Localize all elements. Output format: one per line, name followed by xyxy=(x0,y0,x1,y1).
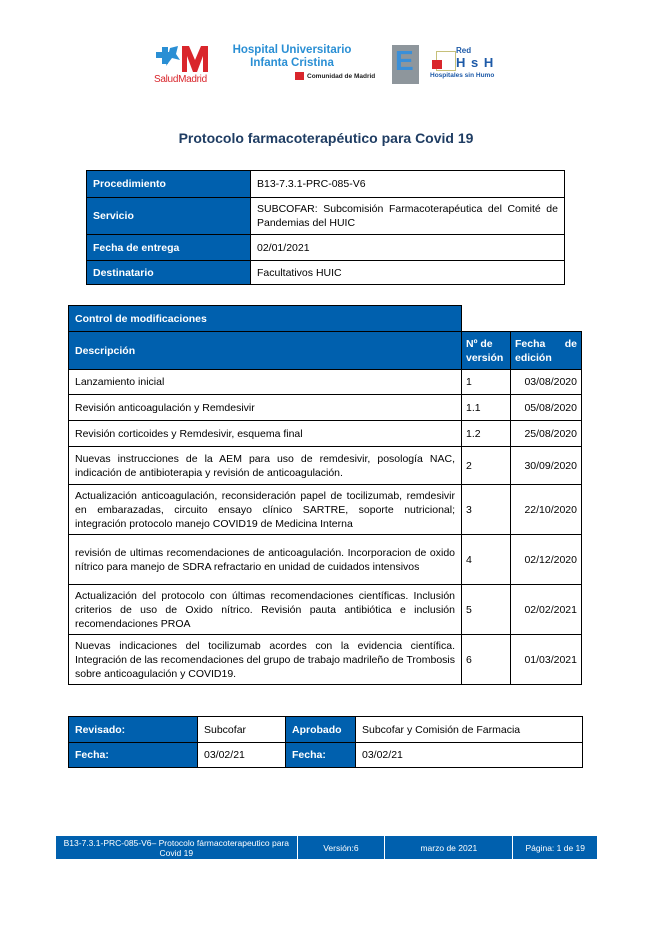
fecha-revisado-value: 03/02/21 xyxy=(198,743,286,768)
hsh-flag-icon xyxy=(432,60,442,69)
footer-doc-ref: B13-7.3.1-PRC-085-V6– Protocolo fármacoterapeutico para Covid 19 xyxy=(56,836,298,859)
row-version: 1.1 xyxy=(462,395,511,421)
row-date: 30/09/2020 xyxy=(511,447,582,485)
table-row xyxy=(69,635,582,685)
header-date: Fecha de edición xyxy=(511,332,582,370)
info-row-servicio xyxy=(87,198,565,235)
row-version: 4 xyxy=(462,535,511,585)
modifications-title-row xyxy=(69,306,582,332)
salud-madrid-mark-icon xyxy=(152,44,212,74)
row-version: 5 xyxy=(462,585,511,635)
info-value: Facultativos HUIC xyxy=(251,261,565,285)
row-description: Lanzamiento inicial xyxy=(69,370,462,395)
hospital-name xyxy=(228,44,356,70)
footer-page-number: Página: 1 de 19 xyxy=(525,842,586,853)
comunidad-label: Comunidad de Madrid xyxy=(307,72,376,80)
info-label: Fecha de entrega xyxy=(87,235,251,261)
empty-cell xyxy=(462,306,582,332)
hospital-name-line2: Infanta Cristina xyxy=(250,57,334,69)
row-date: 01/03/2021 xyxy=(511,635,582,685)
fecha-aprobado-value: 03/02/21 xyxy=(356,743,583,768)
footer-version: Versión:6 xyxy=(298,836,386,859)
salud-madrid-logo xyxy=(152,44,214,86)
table-row xyxy=(69,421,582,447)
excellence-e-logo xyxy=(392,45,419,84)
modifications-title: Control de modificaciones xyxy=(69,306,462,332)
row-date: 02/02/2021 xyxy=(511,585,582,635)
modifications-header-row xyxy=(69,332,582,370)
e-letter-icon: E xyxy=(395,45,414,76)
table-row xyxy=(69,370,582,395)
row-date: 05/08/2020 xyxy=(511,395,582,421)
hospitales-sin-humo-logo xyxy=(428,46,500,86)
table-row xyxy=(69,485,582,535)
hospital-name-line1: Hospital Universitario xyxy=(232,44,352,56)
row-version: 3 xyxy=(462,485,511,535)
info-row-destinatario xyxy=(87,261,565,285)
row-description: Nuevas instrucciones de la AEM para uso de remdesivir, posología NAC, indicación de antibioterapia y revisión de anticoagulación. xyxy=(69,447,462,485)
header-description: Descripción xyxy=(69,332,462,370)
row-date: 22/10/2020 xyxy=(511,485,582,535)
info-label: Servicio xyxy=(87,198,251,235)
page-footer xyxy=(56,836,597,859)
info-value: B13-7.3.1-PRC-085-V6 xyxy=(251,171,565,198)
row-description: Revisión anticoagulación y Remdesivir xyxy=(69,395,462,421)
approval-row-1 xyxy=(69,717,583,743)
row-description: Actualización del protocolo con últimas recomendaciones científicas. Inclusión criterios de uso de Oxido nítrico. Revisión pauta antibiótica e inclusión recomendaciones PROA xyxy=(69,585,462,635)
info-value: SUBCOFAR: Subcomisión Farmacoterapéutica del Comité de Pandemias del HUIC xyxy=(251,198,565,235)
row-description: Revisión corticoides y Remdesivir, esquema final xyxy=(69,421,462,447)
row-description: Actualización anticoagulación, reconsideración papel de tocilizumab, remdesivir en embarazadas, circuito ensayo clínico SARTRE, soporte nutricional; integración protocolo manejo COVID19 de Medicina Interna xyxy=(69,485,462,535)
table-row xyxy=(69,447,582,485)
info-value: 02/01/2021 xyxy=(251,235,565,261)
fecha-aprobado-label: Fecha: xyxy=(286,743,356,768)
row-date: 03/08/2020 xyxy=(511,370,582,395)
row-version: 1 xyxy=(462,370,511,395)
footer-date: marzo de 2021 xyxy=(385,836,513,859)
row-version: 1.2 xyxy=(462,421,511,447)
modifications-table xyxy=(68,305,582,685)
info-label: Procedimiento xyxy=(87,171,251,198)
hsh-red-label: Red xyxy=(456,46,472,55)
aprobado-label: Aprobado xyxy=(286,717,356,743)
aprobado-value: Subcofar y Comisión de Farmacia xyxy=(356,717,583,743)
info-row-procedimiento xyxy=(87,171,565,198)
row-date: 02/12/2020 xyxy=(511,535,582,585)
revisado-label: Revisado: xyxy=(69,717,198,743)
info-label: Destinatario xyxy=(87,261,251,285)
info-row-fecha-entrega xyxy=(87,235,565,261)
row-description: Nuevas indicaciones del tocilizumab acordes con la evidencia científica. Integración de las recomendaciones del grupo de trabajo madrileño de Trombosis sobre anticoagulación y COVID19. xyxy=(69,635,462,685)
document-title: Protocolo farmacoterapéutico para Covid 19 xyxy=(178,130,474,146)
comunidad-madrid-logo xyxy=(295,72,375,80)
approval-row-2 xyxy=(69,743,583,768)
table-row xyxy=(69,395,582,421)
hsh-big-label: H s H xyxy=(456,55,495,70)
header-version: Nº de versión xyxy=(462,332,511,370)
salud-madrid-text: SaludMadrid xyxy=(154,74,207,85)
procedure-info-table xyxy=(86,170,565,285)
hsh-sub-label: Hospitales sin Humo xyxy=(430,72,495,79)
table-row xyxy=(69,585,582,635)
fecha-revisado-label: Fecha: xyxy=(69,743,198,768)
approval-table xyxy=(68,716,583,768)
row-description: revisión de ultimas recomendaciones de anticoagulación. Incorporacion de oxido nítrico para manejo de SDRA refractario en unidad de cuidados intensivos xyxy=(69,535,462,585)
table-row xyxy=(69,535,582,585)
row-version: 6 xyxy=(462,635,511,685)
comunidad-flag-icon xyxy=(295,72,304,80)
row-date: 25/08/2020 xyxy=(511,421,582,447)
revisado-value: Subcofar xyxy=(198,717,286,743)
row-version: 2 xyxy=(462,447,511,485)
